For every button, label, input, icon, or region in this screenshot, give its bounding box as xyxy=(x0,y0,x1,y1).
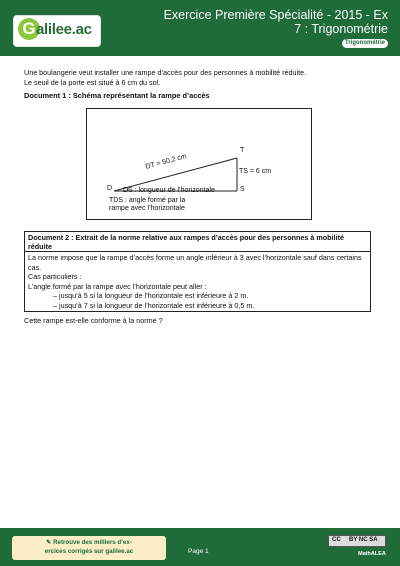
cc-label: CC xyxy=(332,537,341,543)
topic-badge: Trigonométrie xyxy=(342,39,388,48)
ramp-diagram xyxy=(86,108,312,220)
mathalea-brand: MathALEA xyxy=(358,551,386,557)
exercise-title-line1: Exercice Première Spécialité - 2015 - Ex xyxy=(163,8,388,22)
intro-line2: Le seuil de la porte est situé à 6 cm du sol. xyxy=(24,78,161,87)
question-text: Cette rampe est-elle conforme à la norme ? xyxy=(24,316,163,325)
label-ds: DS : longueur de l’horizontale xyxy=(123,187,215,194)
doc2-line1: La norme impose que la rampe d’accès forme un angle inférieur à 3 avec l’horizontale sauf dans certains xyxy=(28,253,362,262)
cc-terms: BY NC SA xyxy=(349,537,378,543)
intro-text xyxy=(24,68,384,88)
intro-line1: Une boulangerie veut installer une rampe d’accès pour des personnes à mobilité réduite. xyxy=(24,68,307,77)
label-tds-line2: rampe avec l’horizontale xyxy=(109,205,185,212)
label-tds-line1: TDS : angle formé par la xyxy=(109,197,186,204)
label-dt: DT = 50,2 cm xyxy=(145,153,188,171)
page-number: Page 1 xyxy=(188,548,209,555)
doc2-line2: cas. xyxy=(28,262,42,272)
promo-line2: ercices corrigés sur galilee.ac xyxy=(44,547,134,555)
doc2-item2: – jusqu’à 7 si la longueur de l’horizontale est inférieure à 0,5 m. xyxy=(53,300,255,310)
exercise-title-line2: 7 : Trigonométrie xyxy=(294,22,388,36)
doc2-line4: L’angle formé par la rampe avec l’horizontale peut aller : xyxy=(28,281,207,291)
document-2-box xyxy=(24,231,371,312)
footer-bar xyxy=(0,528,400,566)
label-s: S xyxy=(240,186,245,193)
promo-line1: ✎ Retrouve des milliers d’ex- xyxy=(46,539,132,546)
pen-icon: ✎ xyxy=(46,539,54,546)
logo-g-icon: G xyxy=(18,18,40,40)
doc2-item1: – jusqu’à 5 si la longueur de l’horizontale est inférieure à 2 m. xyxy=(53,291,249,300)
document-2-title: Document 2 : Extrait de la norme relative aux rampes d’accès pour des personnes à mobilité réduite xyxy=(25,232,370,252)
galilee-logo[interactable] xyxy=(14,16,100,46)
promo-link[interactable] xyxy=(12,536,166,560)
header-bar xyxy=(0,0,400,56)
document-1-title: Document 1 : Schéma représentant la rampe d’accès xyxy=(24,91,210,100)
label-ts: TS = 6 cm xyxy=(239,168,272,175)
document-2-body xyxy=(28,253,368,310)
doc2-line3: Cas particuliers : xyxy=(28,272,82,281)
exercise-title xyxy=(148,8,388,36)
logo-text: alilee.ac xyxy=(36,21,92,38)
label-d: D xyxy=(107,185,113,192)
cc-license-badge[interactable] xyxy=(328,535,386,547)
label-t: T xyxy=(240,147,245,154)
